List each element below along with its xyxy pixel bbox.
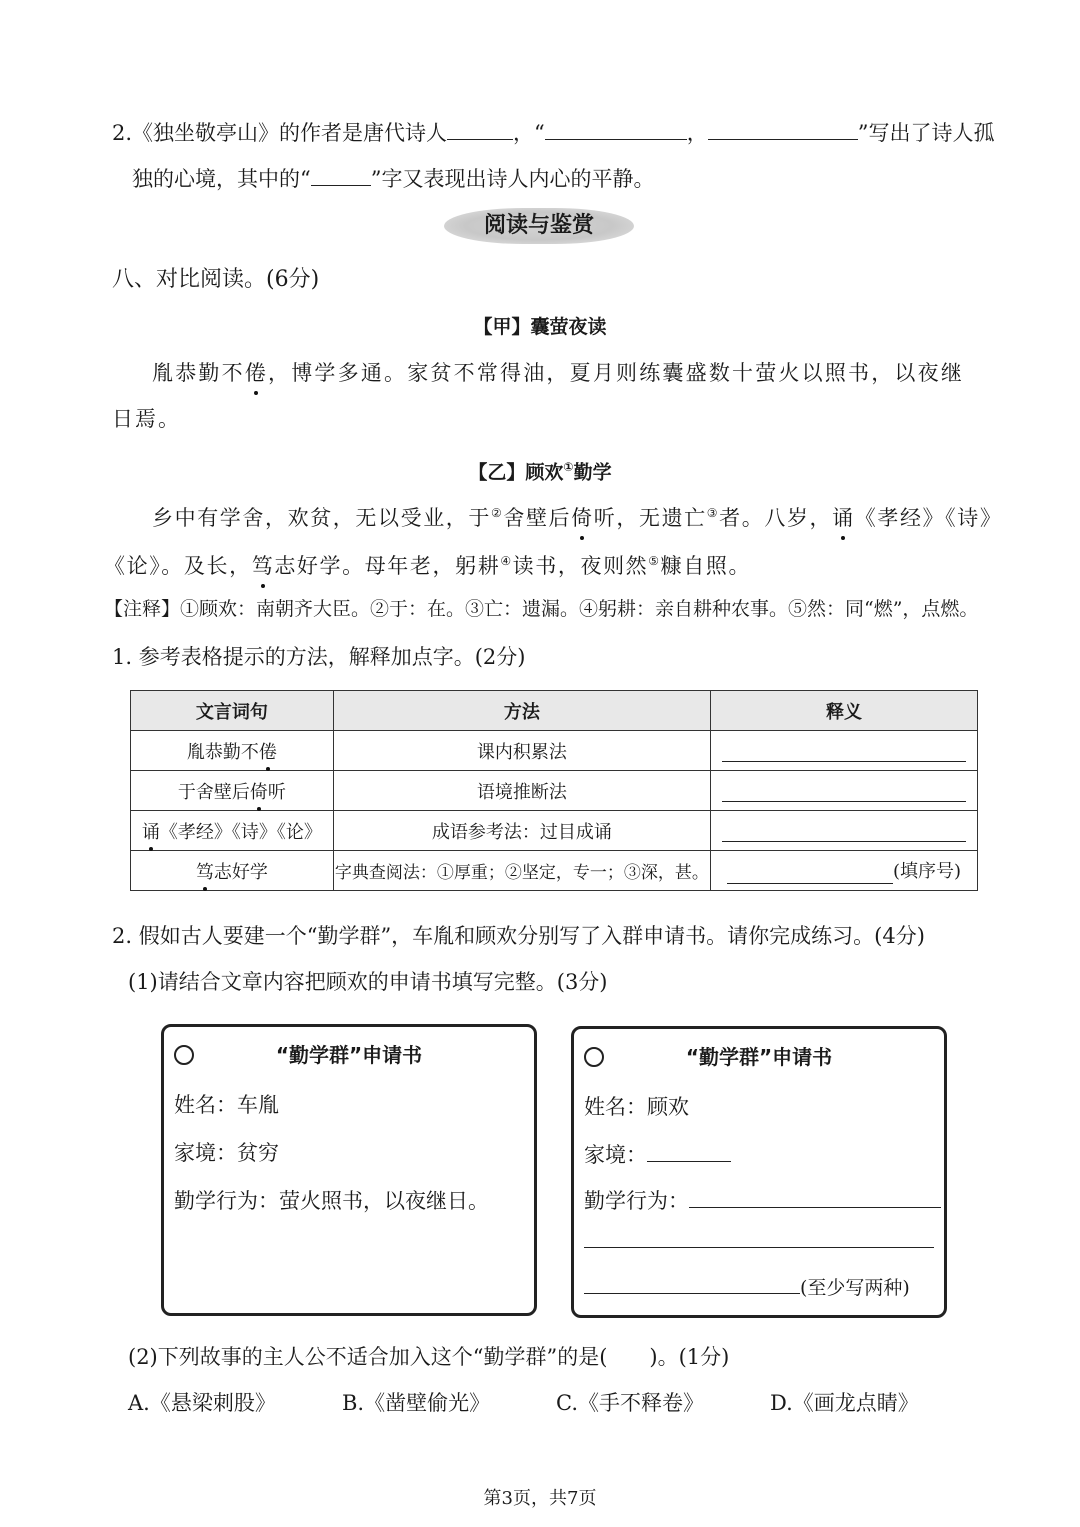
q2-top-text: ”字又表现出诗人内心的平静。 (370, 167, 655, 191)
answer-blank[interactable] (708, 138, 858, 140)
table-cell-answer (711, 771, 978, 811)
passage-a-line2: 日焉。 (112, 407, 181, 431)
table-cell-phrase (131, 811, 334, 851)
passage-a-title: 【甲】囊萤夜读 (473, 316, 607, 338)
dotted-char: 笃 (252, 551, 275, 581)
table-header: 释义 (711, 691, 978, 731)
dotted-char: 倚 (250, 778, 268, 804)
table-cell-method: 成语参考法：过目成诵 (333, 811, 710, 851)
passage-text: ，博学多通。家贫不常得油，夏月则练囊盛数十萤火以照书，以夜继 (268, 361, 965, 385)
table-cell-method: 语境推断法 (333, 771, 710, 811)
card-behavior: 勤学行为：萤火照书，以夜继日。 (174, 1189, 489, 1213)
passage-text: 读书，夜则然 (512, 554, 649, 578)
answer-blank[interactable] (722, 739, 966, 762)
passage-text: 胤恭勤不 (152, 361, 245, 385)
q2-top-text: ”写出了诗人孤 (857, 121, 995, 145)
q1-prompt: 1. 参考表格提示的方法，解释加点字。(2分) (112, 645, 526, 669)
dotted-char: 笃 (196, 858, 214, 884)
card-family: 家境： (584, 1143, 647, 1167)
answer-blank[interactable] (689, 1206, 941, 1208)
option-b[interactable]: B.《凿壁偷光》 (342, 1391, 491, 1415)
table-cell-phrase (131, 851, 334, 891)
q2-top-text: 独的心境，其中的“ (132, 167, 311, 191)
q2-top-text: ，“ (513, 121, 545, 145)
footnote-mark: ③ (706, 506, 720, 520)
card-behavior-row (584, 1185, 941, 1215)
application-card-left (161, 1024, 537, 1316)
phrase-text: 胤恭勤不 (186, 741, 259, 763)
card-name: 姓名：车胤 (174, 1093, 279, 1117)
option-d[interactable]: D.《画龙点睛》 (770, 1391, 919, 1415)
notes: 【注释】①顾欢：南朝齐大臣。②于：在。③亡：遗漏。④躬耕：亲自耕种农事。⑤然：同“燃”，点燃。 (104, 598, 979, 620)
passage-b-title-text: 【乙】顾欢 (468, 461, 564, 484)
vocab-table (130, 690, 978, 891)
card-family-row (584, 1139, 731, 1169)
card-hint: (至少写两种) (800, 1277, 910, 1299)
answer-blank[interactable] (722, 819, 966, 842)
passage-b-line2 (104, 546, 751, 581)
table-cell-phrase (131, 731, 334, 771)
passage-text: 乡中有学舍，欢贫，无以受业，于 (152, 506, 491, 530)
table-header: 文言词句 (131, 691, 334, 731)
table-cell-method: 课内积累法 (333, 731, 710, 771)
q2-prompt: 2. 假如古人要建一个“勤学群”，车胤和顾欢分别写了入群申请书。请你完成练习。(4分) (112, 924, 925, 948)
footnote-mark: ① (563, 460, 574, 474)
dotted-char: 倦 (259, 738, 277, 764)
table-cell-phrase (131, 771, 334, 811)
table-header-row (131, 691, 978, 731)
phrase-text: 《孝经》《诗》《论》 (159, 821, 322, 843)
q2-top-text: ， (686, 121, 708, 145)
answer-blank[interactable] (584, 1246, 934, 1248)
card-behavior-row2 (584, 1229, 934, 1253)
option-a[interactable]: A.《悬梁刺股》 (128, 1391, 276, 1415)
table-cell-answer (711, 811, 978, 851)
card-title: “勤学群”申请书 (685, 1045, 833, 1069)
card-name: 姓名：顾欢 (584, 1095, 689, 1119)
answer-blank[interactable] (727, 861, 893, 884)
passage-text: 《孝经》《诗》 (854, 506, 1003, 530)
q8-heading: 八、对比阅读。(6分) (112, 267, 320, 292)
footnote-mark: ② (491, 506, 504, 520)
table-cell-answer (711, 851, 978, 891)
phrase-text: 志好学 (213, 861, 268, 883)
phrase-text: 听 (267, 781, 286, 803)
card-behavior-row3 (584, 1273, 910, 1300)
option-c[interactable]: C.《手不释卷》 (556, 1391, 704, 1415)
answer-hint: (填序号) (892, 861, 962, 883)
dotted-char: 倦 (245, 358, 268, 388)
table-row (131, 771, 978, 811)
table-row (131, 811, 978, 851)
passage-b-title-text: 勤学 (573, 461, 612, 484)
answer-blank[interactable] (584, 1292, 800, 1294)
answer-blank[interactable] (722, 779, 966, 802)
answer-blank[interactable] (647, 1160, 731, 1162)
application-card-right (571, 1026, 947, 1318)
q2-2-prompt: (2)下列故事的主人公不适合加入这个“勤学群”的是( )。(1分) (128, 1345, 730, 1369)
passage-text: 《论》。及长， (104, 554, 252, 578)
dotted-char: 诵 (832, 503, 855, 533)
table-header: 方法 (333, 691, 710, 731)
answer-blank[interactable] (311, 184, 371, 186)
section-title: 阅读与鉴赏 (483, 213, 594, 238)
passage-text: 舍壁后 (503, 506, 572, 530)
passage-b-title (0, 452, 1080, 487)
q2-top-text: 2.《独坐敬亭山》的作者是唐代诗人 (112, 121, 448, 145)
passage-a-line1 (152, 358, 964, 388)
passage-text: 糠自照。 (660, 554, 752, 578)
footnote-mark: ⑤ (648, 554, 661, 568)
passage-text: 者。八岁， (719, 506, 833, 530)
passage-b-line1 (152, 498, 1002, 533)
card-family: 家境：贫穷 (174, 1141, 279, 1165)
answer-blank[interactable] (447, 138, 513, 140)
table-cell-method: 字典查阅法：①厚重；②坚定，专一；③深，甚。 (333, 851, 710, 891)
table-row (131, 851, 978, 891)
q2-1-prompt: (1)请结合文章内容把顾欢的申请书填写完整。(3分) (128, 970, 608, 994)
q2-top-line1 (112, 118, 995, 148)
dotted-char: 诵 (142, 818, 160, 844)
footnote-mark: ④ (500, 554, 513, 568)
phrase-text: 于舍壁后 (177, 781, 250, 803)
passage-text: 听，无遗亡 (593, 506, 707, 530)
page-footer: 第3页，共7页 (483, 1488, 597, 1509)
table-row (131, 731, 978, 771)
answer-blank[interactable] (545, 138, 687, 140)
dotted-char: 倚 (571, 503, 594, 533)
card-behavior: 勤学行为： (584, 1189, 689, 1213)
card-title: “勤学群”申请书 (275, 1043, 423, 1067)
q2-top-line2 (132, 164, 655, 194)
passage-text: 志好学。母年老，躬耕 (274, 554, 501, 578)
table-cell-answer (711, 731, 978, 771)
